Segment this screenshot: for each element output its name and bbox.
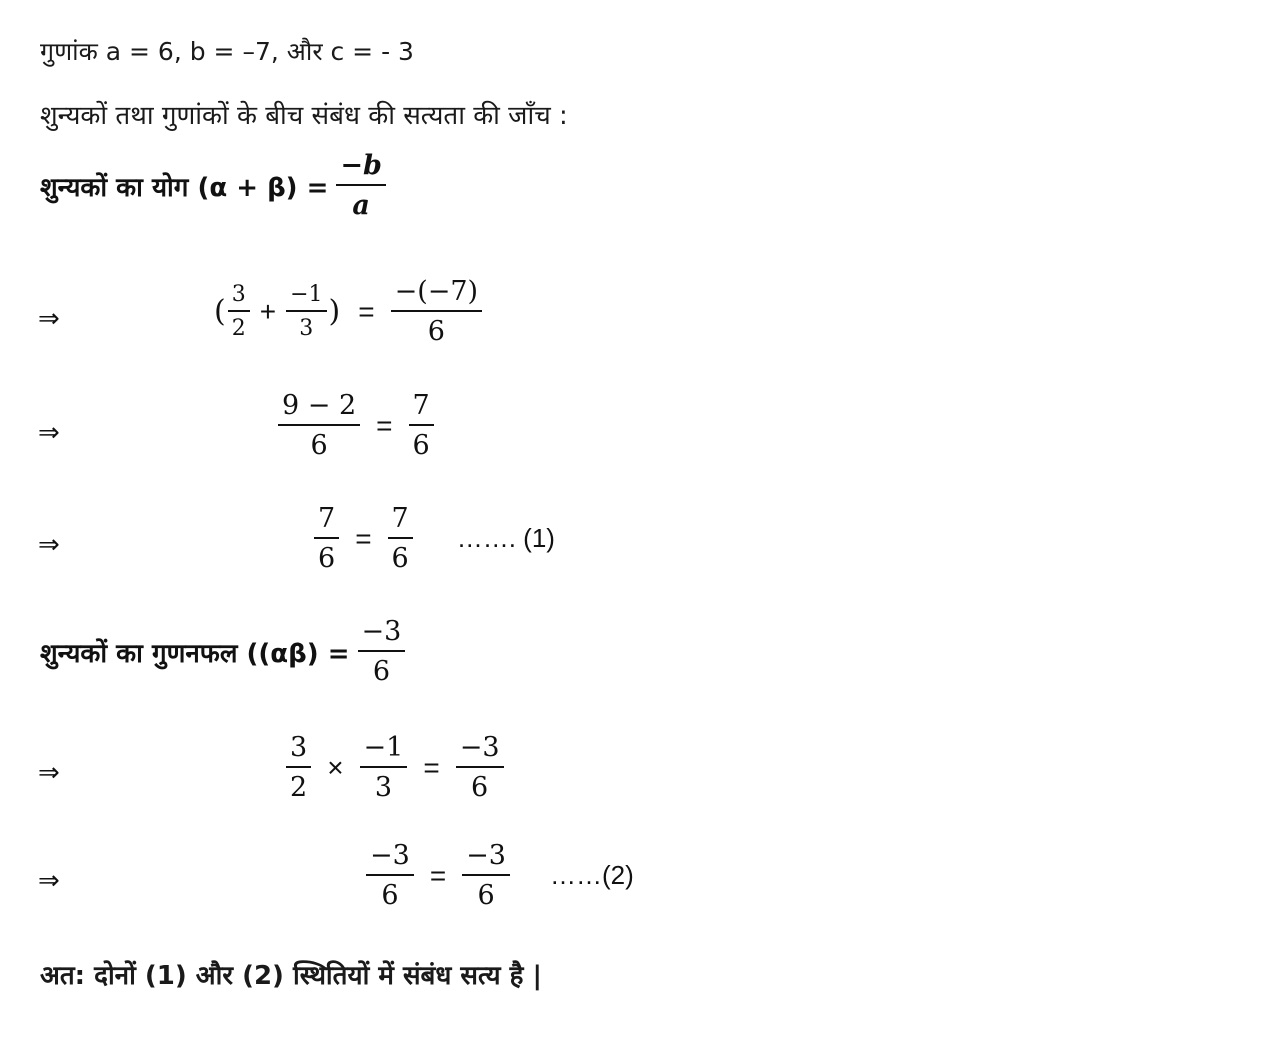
fraction-numerator: −1 bbox=[286, 282, 326, 312]
fraction-numerator: 3 bbox=[228, 282, 250, 312]
fraction-denominator: 2 bbox=[290, 772, 308, 804]
fraction-denominator: 6 bbox=[372, 656, 390, 688]
equals-sign: = bbox=[376, 409, 393, 441]
plus-sign: + bbox=[259, 295, 277, 327]
fraction-denominator: 6 bbox=[310, 430, 328, 462]
fraction bbox=[366, 840, 414, 911]
fraction bbox=[286, 282, 326, 342]
fraction-numerator: −3 bbox=[358, 616, 406, 652]
equation-reference-1: ……. (1) bbox=[456, 523, 555, 554]
sum-label: शुन्यकों का योग (α + β) = bbox=[40, 172, 329, 203]
product-label: शुन्यकों का गुणनफल ((αβ) = bbox=[40, 638, 350, 669]
fraction-numerator: 3 bbox=[286, 732, 311, 768]
equals-sign: = bbox=[423, 751, 440, 783]
product-step-1 bbox=[278, 732, 512, 803]
fraction bbox=[228, 282, 250, 342]
close-paren: ) bbox=[328, 294, 341, 330]
fraction-denominator: a bbox=[352, 190, 370, 222]
fraction bbox=[391, 276, 483, 347]
product-formula-fraction bbox=[358, 616, 406, 687]
implies-arrow: ⇒ bbox=[38, 758, 60, 788]
fraction bbox=[388, 503, 413, 574]
fraction-numerator: 7 bbox=[388, 503, 413, 539]
fraction-denominator: 6 bbox=[471, 772, 489, 804]
fraction bbox=[278, 390, 360, 461]
equals-sign: = bbox=[355, 522, 372, 554]
product-step-2 bbox=[358, 840, 634, 911]
coefficients-line: गुणांक a = 6, b = –7, और c = - 3 bbox=[40, 37, 414, 66]
sum-of-zeros-line bbox=[40, 150, 394, 221]
open-paren: ( bbox=[214, 294, 226, 330]
fraction bbox=[314, 503, 339, 574]
equation-reference-2: ……(2) bbox=[549, 860, 634, 891]
times-sign: × bbox=[327, 751, 344, 783]
equals-sign: = bbox=[358, 295, 375, 327]
fraction-numerator: −3 bbox=[462, 840, 510, 876]
fraction-numerator: 7 bbox=[314, 503, 339, 539]
fraction bbox=[456, 732, 504, 803]
fraction bbox=[286, 732, 311, 803]
implies-arrow: ⇒ bbox=[38, 304, 60, 334]
fraction-denominator: 6 bbox=[318, 543, 336, 575]
fraction-denominator: 6 bbox=[427, 316, 445, 348]
fraction-denominator: 6 bbox=[412, 430, 430, 462]
implies-arrow: ⇒ bbox=[38, 866, 60, 896]
fraction-numerator: −3 bbox=[456, 732, 504, 768]
fraction-denominator: 3 bbox=[374, 772, 393, 804]
fraction-numerator: −(−7) bbox=[391, 276, 483, 312]
fraction-numerator: −1 bbox=[360, 732, 408, 768]
sum-formula-fraction bbox=[336, 150, 386, 221]
implies-arrow: ⇒ bbox=[38, 418, 60, 448]
fraction-numerator: −b bbox=[336, 150, 386, 186]
check-heading: शुन्यकों तथा गुणांकों के बीच संबंध की सत्यता की जाँच : bbox=[40, 101, 568, 131]
implies-arrow: ⇒ bbox=[38, 530, 60, 560]
fraction-denominator: 2 bbox=[231, 316, 246, 342]
equals-sign: = bbox=[429, 859, 447, 891]
sum-step-1 bbox=[214, 276, 490, 347]
fraction-denominator: 3 bbox=[299, 316, 314, 342]
fraction-numerator: 9 − 2 bbox=[278, 390, 360, 426]
fraction-numerator: 7 bbox=[409, 390, 434, 426]
sum-step-3 bbox=[306, 503, 555, 574]
fraction-denominator: 6 bbox=[477, 880, 495, 912]
fraction bbox=[462, 840, 510, 911]
fraction-numerator: −3 bbox=[366, 840, 414, 876]
fraction-denominator: 6 bbox=[391, 543, 409, 575]
fraction bbox=[360, 732, 408, 803]
conclusion: अत: दोनों (1) और (2) स्थितियों में संबंध सत्य है | bbox=[40, 961, 543, 991]
product-of-zeros-line bbox=[40, 616, 413, 687]
fraction-denominator: 6 bbox=[381, 880, 399, 912]
sum-step-2 bbox=[270, 390, 442, 461]
fraction bbox=[409, 390, 434, 461]
